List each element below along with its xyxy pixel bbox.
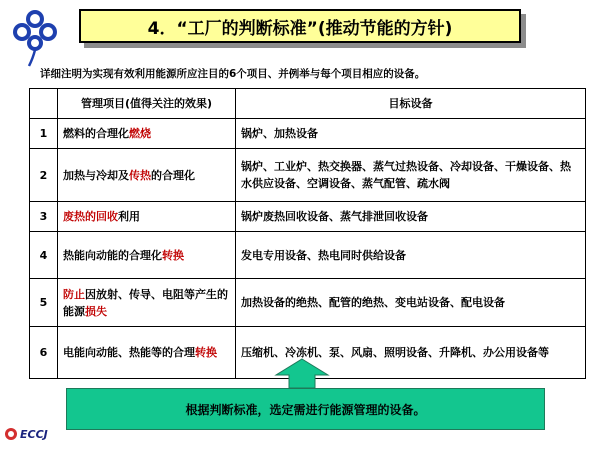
highlight-text: 转换: [195, 346, 217, 359]
table-row: [30, 119, 586, 149]
row-equipment: 加热设备的绝热、配管的绝热、变电站设备、配电设备: [236, 279, 586, 327]
row-item: 热能向动能的合理化转换: [58, 232, 236, 279]
management-items-table: [29, 88, 586, 379]
highlight-text: 燃烧: [129, 127, 151, 140]
highlight-text: 废热的回收: [63, 210, 118, 223]
conclusion-box: 根据判断标准，选定需进行能源管理的设备。: [66, 388, 545, 430]
row-item: 电能向动能、热能等的合理转换: [58, 327, 236, 379]
eccj-logo-icon: [4, 427, 18, 441]
row-item: 燃料的合理化燃烧: [58, 119, 236, 149]
up-arrow-icon: [274, 358, 330, 388]
row-equipment: 发电专用设备、热电同时供给设备: [236, 232, 586, 279]
row-number: 6: [30, 327, 58, 379]
row-equipment: 锅炉、加热设备: [236, 119, 586, 149]
header-cell-equipment: 目标设备: [236, 89, 586, 119]
logo-text: ECCJ: [20, 427, 48, 441]
row-number: 5: [30, 279, 58, 327]
table-row: [30, 149, 586, 202]
table-row: [30, 279, 586, 327]
eccj-logo: [4, 427, 48, 441]
highlight-text: 转换: [162, 248, 184, 262]
highlight-text: 防止: [63, 287, 85, 301]
highlight-text: 损失: [85, 304, 107, 318]
clover-logo-icon: [10, 6, 60, 68]
row-equipment: 锅炉、工业炉、热交换器、蒸气过热设备、冷却设备、干燥设备、热水供应设备、空调设备、蒸气配管、疏水阀: [236, 149, 586, 202]
header-cell-num: [30, 89, 58, 119]
table-row: [30, 202, 586, 232]
row-number: 4: [30, 232, 58, 279]
row-number: 2: [30, 149, 58, 202]
row-number: 3: [30, 202, 58, 232]
row-item: 加热与冷却及传热的合理化: [58, 149, 236, 202]
row-number: 1: [30, 119, 58, 149]
page-subtitle: 详细注明为实现有效利用能源所应注目的6个项目、并例举与每个项目相应的设备。: [40, 68, 426, 80]
row-equipment: 锅炉废热回收设备、蒸气排泄回收设备: [236, 202, 586, 232]
table-row: [30, 232, 586, 279]
row-item: 防止因放射、传导、电阻等产生的能源损失: [58, 279, 236, 327]
row-item: 废热的回收利用: [58, 202, 236, 232]
page-title: 4．“工厂的判断标准”(推动节能的方针): [79, 9, 521, 43]
highlight-text: 传热: [129, 168, 151, 182]
table-header-row: [30, 89, 586, 119]
row-equipment: 压缩机、冷冻机、泵、风扇、照明设备、升降机、办公用设备等: [236, 327, 586, 379]
header-cell-item: 管理项目(值得关注的效果): [58, 89, 236, 119]
